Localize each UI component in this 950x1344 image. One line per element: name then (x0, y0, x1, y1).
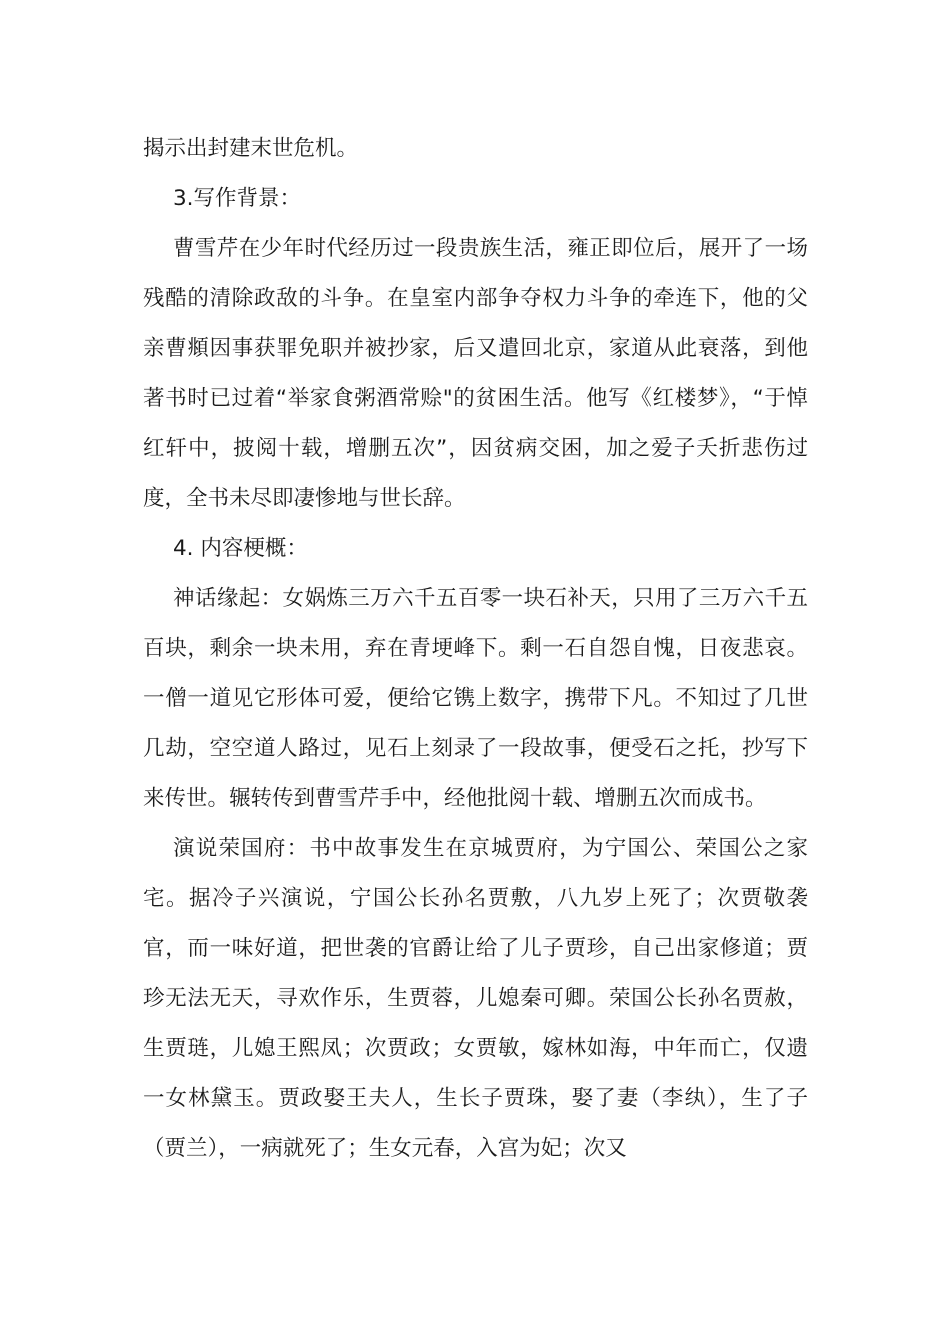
heading-writing-background: 3.写作背景： (173, 186, 302, 211)
paragraph-continuation: 揭示出封建末世危机。 (143, 136, 359, 161)
paragraph-writing-background: 曹雪芹在少年时代经历过一段贵族生活，雍正即位后，展开了一场残酷的清除政敌的斗争。在皇室内部争夺权力斗争的牵连下，他的父亲曹頫因事获罪免职并被抄家，后又遣回北京，家道从此衰落，到他著书时已过着“举家食粥酒常赊"的贫困生活。他写《红楼梦》，“于悼红轩中，披阅十载，增删五次”，因贫病交困，加之爱子夭折悲伤过度，全书未尽即凄惨地与世长辞。 (143, 236, 808, 511)
paragraph-rongguo-mansion: 演说荣国府：书中故事发生在京城贾府，为宁国公、荣国公之家宅。据冷子兴演说，宁国公长孙名贾敷，八九岁上死了；次贾敬袭官，而一味好道，把世袭的官爵让给了儿子贾珍，自己出家修道；贾珍无法无天，寻欢作乐，生贾蓉，儿媳秦可卿。荣国公长孙名贾赦，生贾琏，儿媳王熙凤；次贾政；女贾敏，嫁林如海，中年而亡，仅遗一女林黛玉。贾政娶王夫人，生长子贾珠，娶了妻（李纨），生了子（贾兰），一病就死了；生女元春，入宫为妃；次又 (143, 836, 808, 1161)
heading-content-summary: 4. 内容梗概： (173, 536, 308, 561)
document-body (143, 124, 808, 1174)
paragraph-myth-origin: 神话缘起：女娲炼三万六千五百零一块石补天，只用了三万六千五百块，剩余一块未用，弃在青埂峰下。剩一石自怨自愧，日夜悲哀。一僧一道见它形体可爱，便给它镌上数字，携带下凡。不知过了几世几劫，空空道人路过，见石上刻录了一段故事，便受石之托，抄写下来传世。辗转传到曹雪芹手中，经他批阅十载、增删五次而成书。 (143, 586, 808, 811)
